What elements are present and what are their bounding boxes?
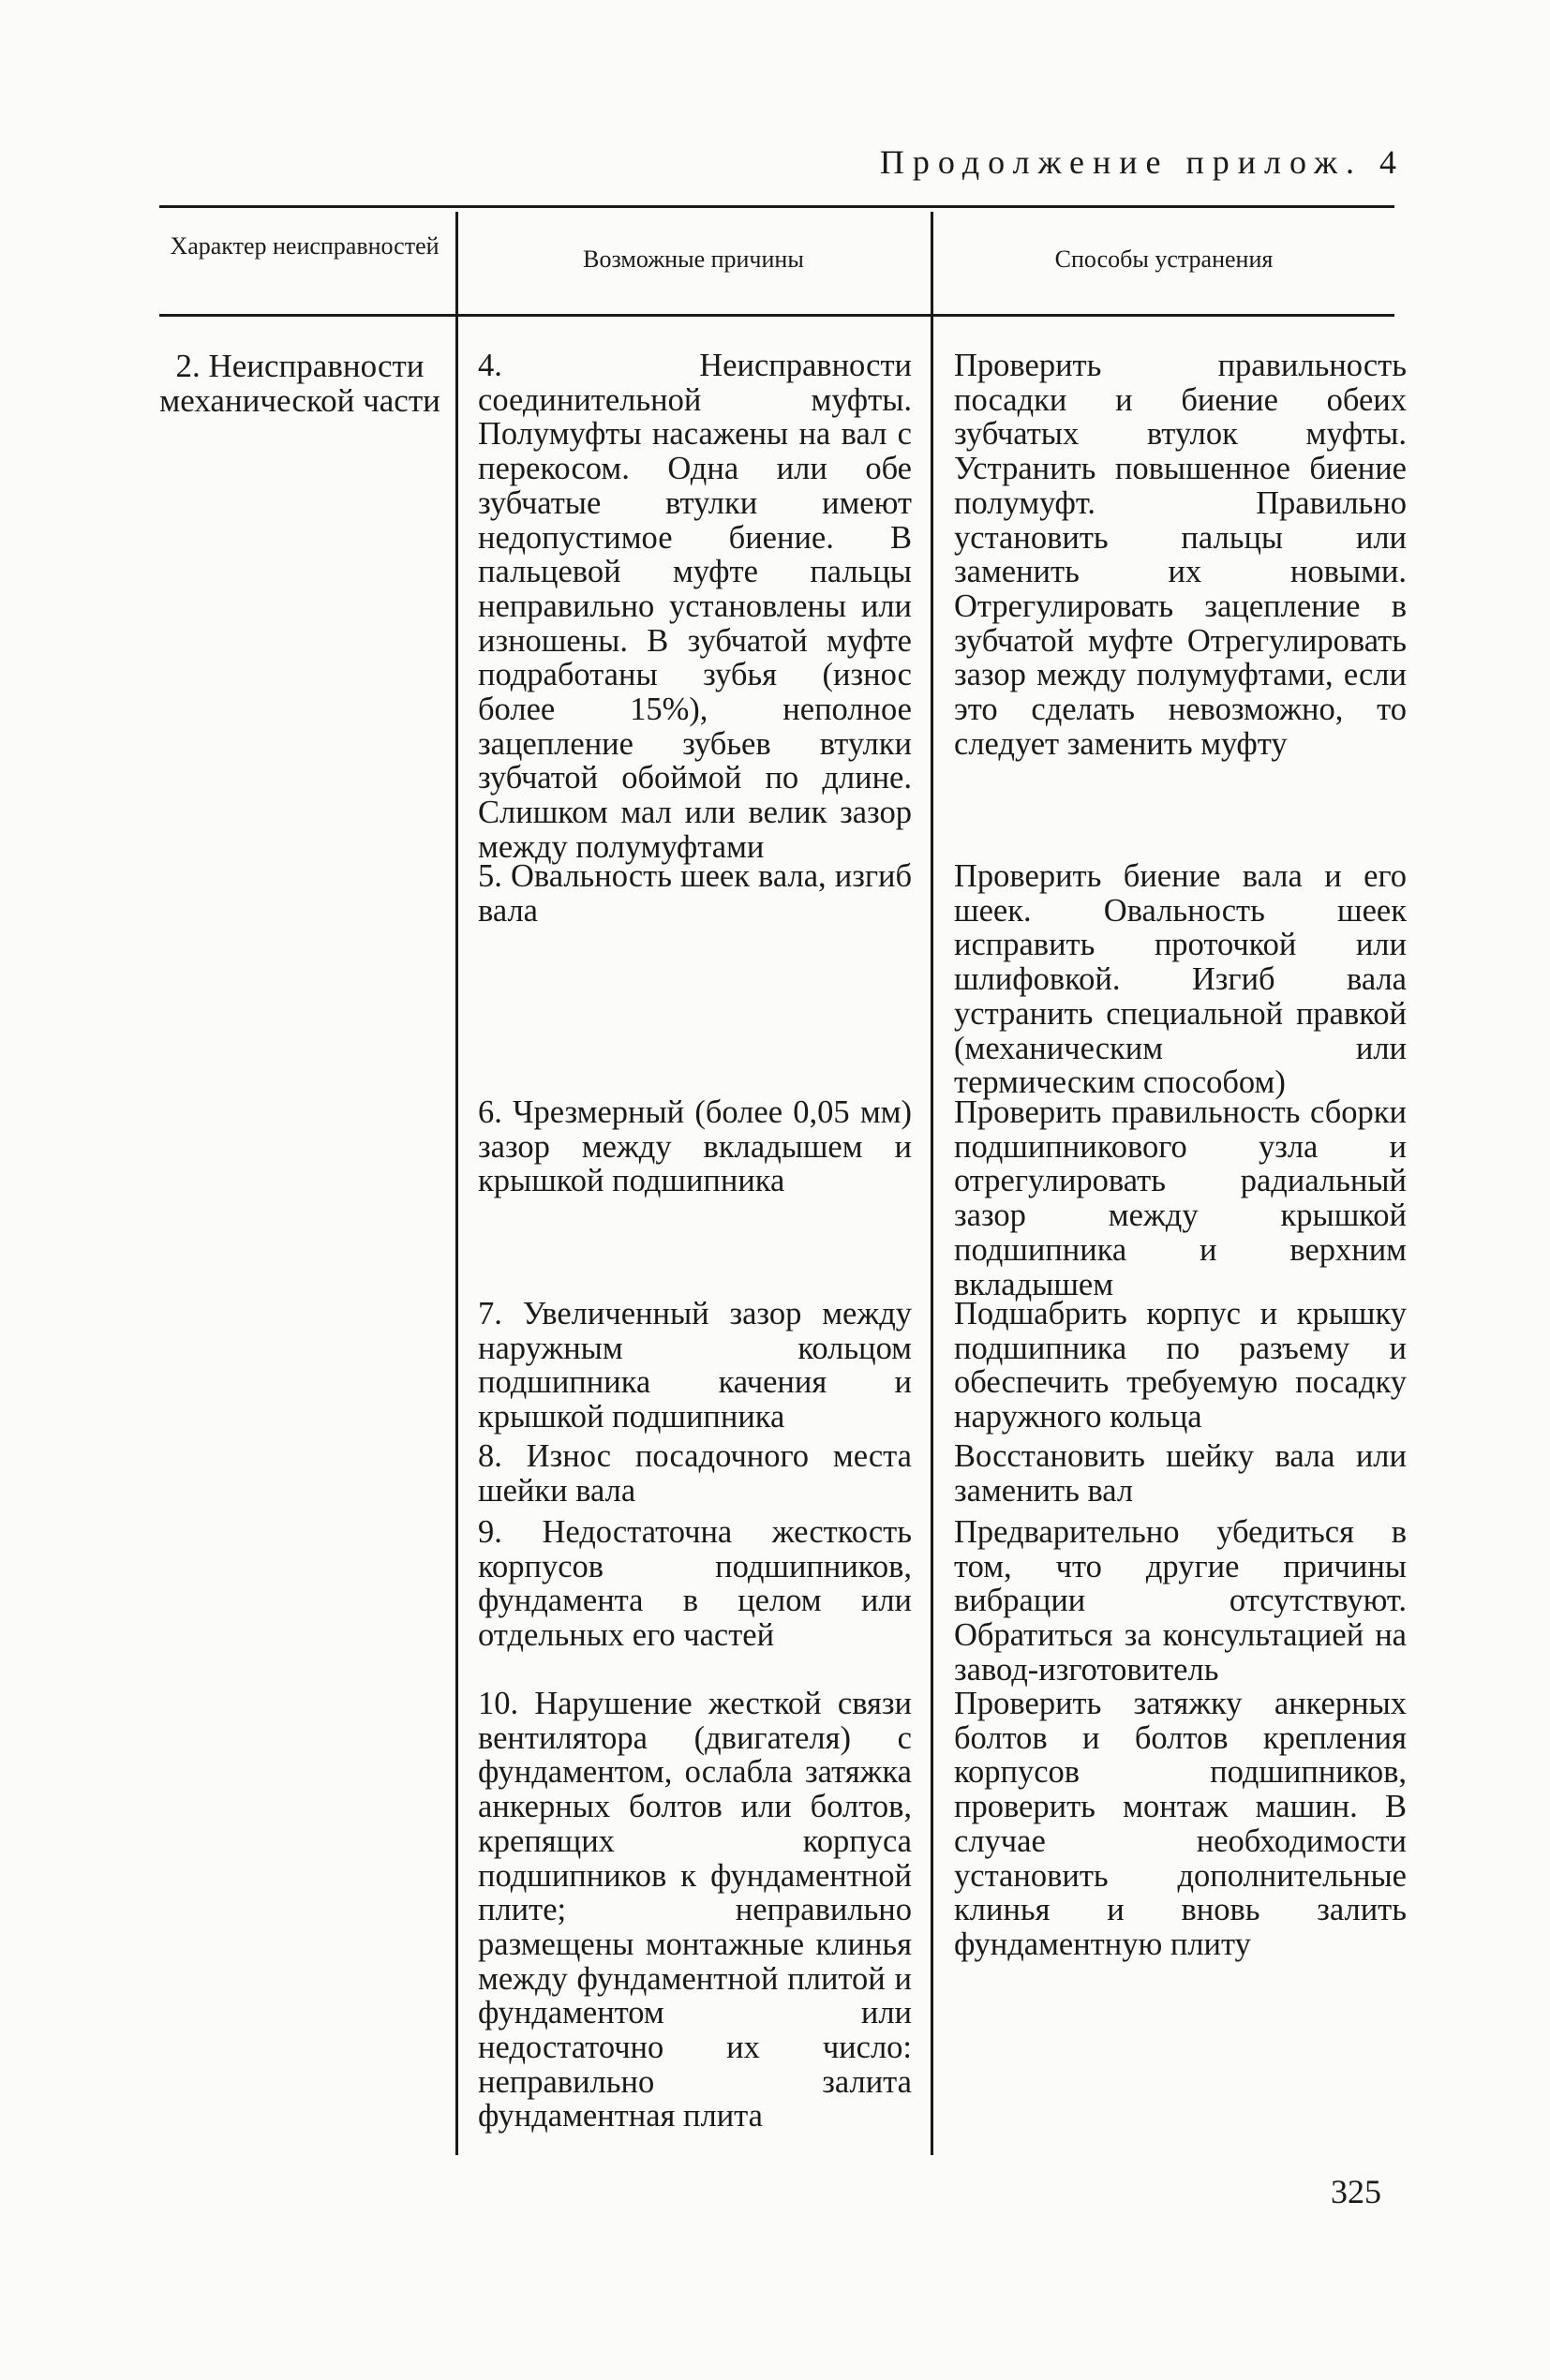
fault-category: 2. Неисправности механической части bbox=[159, 348, 440, 419]
column-header-fault: Характер неисправностей bbox=[170, 232, 440, 260]
cause-8: 8. Износ посадочного места шейки вала bbox=[478, 1438, 912, 1509]
cause-7: 7. Увеличенный зазор между наружным кольцом подшипника качения и крышкой подшипника bbox=[478, 1296, 912, 1435]
remedy-5: Проверить биение вала и его шеек. Овальность шеек исправить проточкой или шлифовкой. Изгиб вала устранить специальной правкой (механическим или термическим способом) bbox=[954, 858, 1407, 1101]
cause-4: 4. Неисправности соединительной муфты. Полумуфты насажены на вал с перекосом. Одна или обе зубчатые втулки имеют недопустимое биение. В пальцевой муфте пальцы неправильно установлены или изношены. В зубчатой муфте подработаны зубья (износ более 15%), неполное зацепление зубьев втулки зубчатой обоймой по длине. Слишком мал или велик зазор между полумуфтами bbox=[478, 348, 912, 865]
remedy-10: Проверить затяжку анкерных болтов и болтов крепления корпусов подшипников, проверить монтаж машин. В случае необходимости установить дополнительные клинья и вновь залить фундаментную плиту bbox=[954, 1686, 1407, 1962]
table-top-rule bbox=[159, 205, 1394, 208]
remedy-8: Восстановить шейку вала или заменить вал bbox=[954, 1438, 1407, 1509]
column-header-remedies: Способы устранения bbox=[1054, 245, 1274, 273]
cause-5: 5. Овальность шеек вала, изгиб вала bbox=[478, 858, 912, 929]
column-divider-1 bbox=[455, 212, 458, 2155]
continuation-caption: Продолжение прилож. 4 bbox=[879, 143, 1405, 181]
remedy-7: Подшабрить корпус и крышку подшипника по разъему и обеспечить требуемую посадку наружного кольца bbox=[954, 1296, 1407, 1435]
cause-9: 9. Недостаточна жесткость корпусов подшипников, фундамента в целом или отдельных его частей bbox=[478, 1514, 912, 1654]
table-header-rule bbox=[159, 314, 1394, 317]
column-divider-2 bbox=[931, 212, 933, 2155]
remedy-6: Проверить правильность сборки подшипникового узла и отрегулировать радиальный зазор между крышкой подшипника и верхним вкладышем bbox=[954, 1094, 1407, 1302]
remedy-9: Предварительно убедиться в том, что другие причины вибрации отсутствуют. Обратиться за консультацией на завод-изготовитель bbox=[954, 1514, 1407, 1688]
remedy-4: Проверить правильность посадки и биение обеих зубчатых втулок муфты. Устранить повышенное биение полумуфт. Правильно установить пальцы или заменить их новыми. Отрегулировать зацепление в зубчатой муфте Отрегулировать зазор между полумуфтами, если это сделать невозможно, то следует заменить муфту bbox=[954, 348, 1407, 762]
column-header-causes: Возможные причины bbox=[583, 245, 804, 273]
page-number: 325 bbox=[1331, 2173, 1381, 2210]
cause-10: 10. Нарушение жесткой связи вентилятора (двигателя) с фундаментом, ослабла затяжка анкерных болтов или болтов, крепящих корпуса подшипников к фундаментной плите; неправильно размещены монтажные клинья между фундаментной плитой и фундаментом или недостаточно их число: неправильно залита фундаментная плита bbox=[478, 1686, 912, 2135]
cause-6: 6. Чрезмерный (более 0,05 мм) зазор между вкладышем и крышкой подшипника bbox=[478, 1094, 912, 1199]
